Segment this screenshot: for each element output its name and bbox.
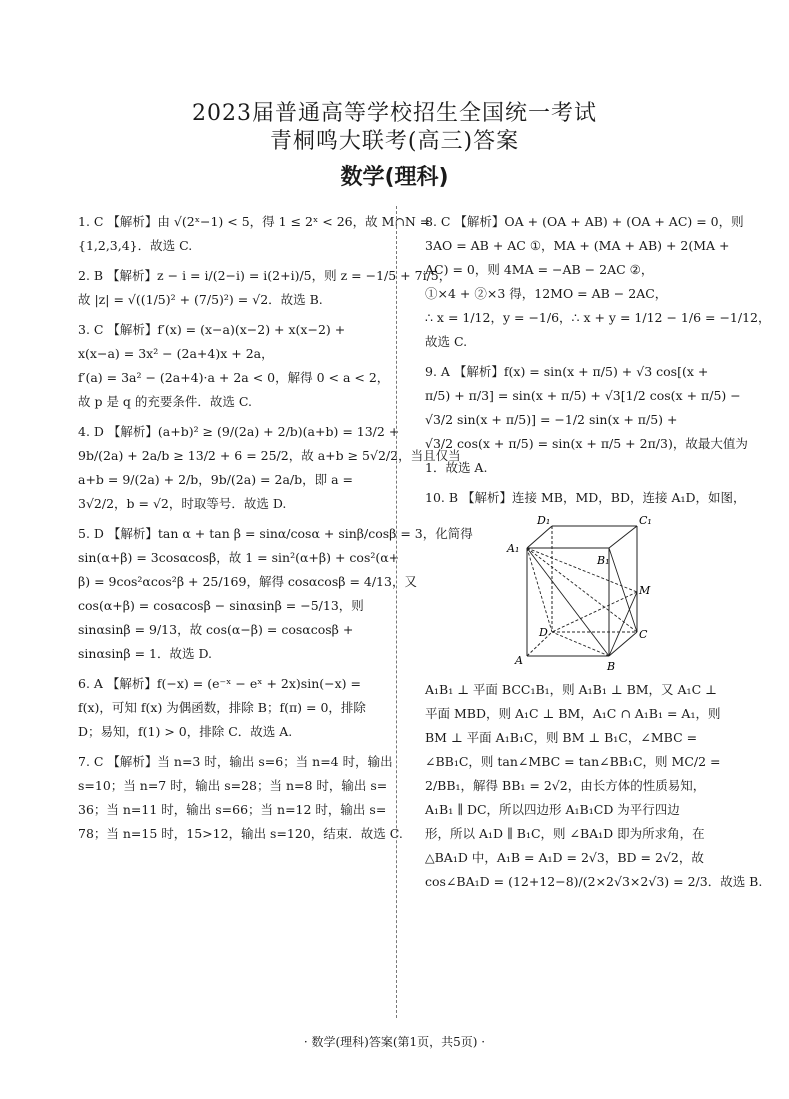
edge [609,526,637,548]
label-m: M [639,584,651,597]
label-c: C [639,628,648,641]
answer-line: sin(α+β) = 3cosαcosβ，故 1 = sin²(α+β) + cos²(α+ [78,550,400,565]
answer-line: 7. C 【解析】当 n=3 时，输出 s=6；当 n=4 时，输出 [78,754,393,769]
answer-7 [78,750,403,846]
answer-5 [78,522,473,666]
answer-9 [425,360,748,480]
label-b1: B₁ [597,554,610,567]
answer-line: ∴ x = 1/12，y = −1/6，∴ x + y = 1/12 − 1/6 = −1/12， [425,310,771,325]
answer-line: 2/BB₁，解得 BB₁ = 2√2，由长方体的性质易知， [425,778,706,793]
answer-line: 8. C 【解析】OA + (OA + AB) + (OA + AC) = 0，则 [425,214,744,229]
label-d: D [539,626,548,639]
answer-line: 2. B 【解析】z − i = i/(2−i) = i(2+i)/5，则 z = −1/5 + 7i/5， [78,268,452,283]
answer-line: 9b/(2a) + 2a/b ≥ 13/2 + 6 = 25/2，故 a+b ≥ 5√2/2，当且仅当 [78,448,461,463]
answer-8 [425,210,771,354]
answer-3 [78,318,390,414]
answer-2 [78,264,452,312]
edge [609,632,637,656]
answer-line: A₁B₁ ∥ DC，所以四边形 A₁B₁CD 为平行四边 [425,802,680,817]
label-d1: D₁ [537,514,551,527]
segment-a1c [527,548,637,632]
answer-line: 36；当 n=11 时，输出 s=66；当 n=12 时，输出 s= [78,802,387,817]
answer-line: π/5) + π/3] = sin(x + π/5) + √3[1/2 cos(x + π/5) − [425,388,741,403]
answer-line: sinαsinβ = 9/13，故 cos(α−β) = cosαcosβ + [78,622,354,637]
cuboid-figure [497,514,652,674]
answer-line: sinαsinβ = 1．故选 D. [78,646,212,661]
answer-line: 5. D 【解析】tan α + tan β = sinα/cosα + sinβ/cosβ = 3，化简得 [78,526,473,541]
segment-a1d [527,548,552,632]
answer-line: 平面 MBD，则 A₁C ⊥ BM，A₁C ∩ A₁B₁ = A₁，则 [425,706,721,721]
answer-line: √3/2 sin(x + π/5)] = −1/2 sin(x + π/5) + [425,412,678,427]
answer-line: ①×4 + ②×3 得，12MO = AB − 2AC， [425,286,668,301]
answer-line: cos∠BA₁D = (12+12−8)/(2×2√3×2√3) = 2/3．故选 B. [425,874,763,889]
answer-line: √3/2 cos(x + π/5) = sin(x + π/5 + 2π/3)，故最大值为 [425,436,748,451]
answer-10 [425,486,763,894]
answer-line: 78；当 n=15 时，15>12，输出 s=120，结束．故选 C. [78,826,403,841]
answer-line: 故 p 是 q 的充要条件．故选 C. [78,394,252,409]
column-divider [396,206,397,1018]
answer-line: A₁B₁ ⊥ 平面 BCC₁B₁，则 A₁B₁ ⊥ BM，又 A₁C ⊥ [425,682,717,697]
label-b: B [607,660,616,673]
answer-line: ∠BB₁C，则 tan∠MBC = tan∠BB₁C，则 MC/2 = [425,754,721,769]
answer-line: AC) = 0，则 4MA = −AB − 2AC ②， [425,262,654,277]
answer-line: 1．故选 A. [425,460,488,475]
segment-bm [609,592,637,656]
answer-line: β) = 9cos²αcos²β + 25/169，解得 cosαcosβ = 4/13，又 [78,574,417,589]
answer-line: {1,2,3,4}．故选 C. [78,238,193,253]
answer-line: s=10；当 n=7 时，输出 s=28；当 n=8 时，输出 s= [78,778,388,793]
subject-title: 数学(理科) [340,165,449,190]
answer-line: 6. A 【解析】f(−x) = (e⁻ˣ − eˣ + 2x)sin(−x) = [78,676,361,691]
answer-6 [78,672,378,744]
answer-line: 9. A 【解析】f(x) = sin(x + π/5) + √3 cos[(x + [425,364,709,379]
answer-line: a+b = 9/(2a) + 2/b，9b/(2a) = 2a/b，即 a = 3√2/2，b = √2，时取等号．故选 D. [78,472,353,511]
answer-line: f(x)，可知 f(x) 为偶函数，排除 B；f(π) = 0，排除 [78,700,366,715]
answer-line: 形，所以 A₁D ∥ B₁C，则 ∠BA₁D 即为所求角，在 [425,826,705,841]
answer-line: cos(α+β) = cosαcosβ − sinαsinβ = −5/13，则 [78,598,364,613]
page-footer: · 数学(理科)答案(第1页，共5页) · [303,1035,486,1049]
segment-b1c [609,548,637,632]
answer-line: 1. C 【解析】由 √(2ˣ−1) < 5，得 1 ≤ 2ˣ < 26，故 M∩N = [78,214,431,229]
label-a1: A₁ [507,542,520,555]
answer-line: 4. D 【解析】(a+b)² ≥ (9/(2a) + 2/b)(a+b) = 13/2 + [78,424,400,439]
answer-line: 10. B 【解析】连接 MB，MD，BD，连接 A₁D，如图， [425,490,746,505]
right-column [425,210,771,900]
answer-line: 3. C 【解析】f′(x) = (x−a)(x−2) + x(x−2) + [78,322,346,337]
answer-line: 故选 C. [425,334,468,349]
answer-line: D；易知，f(1) > 0，排除 C．故选 A. [78,724,293,739]
answer-line: BM ⊥ 平面 A₁B₁C，则 BM ⊥ B₁C，∠MBC = [425,730,698,745]
exam-title: 2023届普通高等学校招生全国统一考试 [192,101,597,126]
answer-line: 故 |z| = √((1/5)² + (7/5)²) = √2．故选 B. [78,292,323,307]
answer-line: x(x−a) = 3x² − (2a+4)x + 2a， [78,346,274,361]
label-a: A [515,654,523,667]
label-c1: C₁ [639,514,652,527]
answer-line: f′(a) = 3a² − (2a+4)·a + 2a < 0，解得 0 < a < 2， [78,370,390,385]
edge [527,526,552,548]
answer-1 [78,210,431,258]
answer-line: △BA₁D 中，A₁B = A₁D = 2√3，BD = 2√2，故 [425,850,704,865]
answer-line: 3AO = AB + AC ①，MA + (MA + AB) + 2(MA + [425,238,730,253]
exam-subtitle: 青桐鸣大联考(高三)答案 [269,129,520,154]
